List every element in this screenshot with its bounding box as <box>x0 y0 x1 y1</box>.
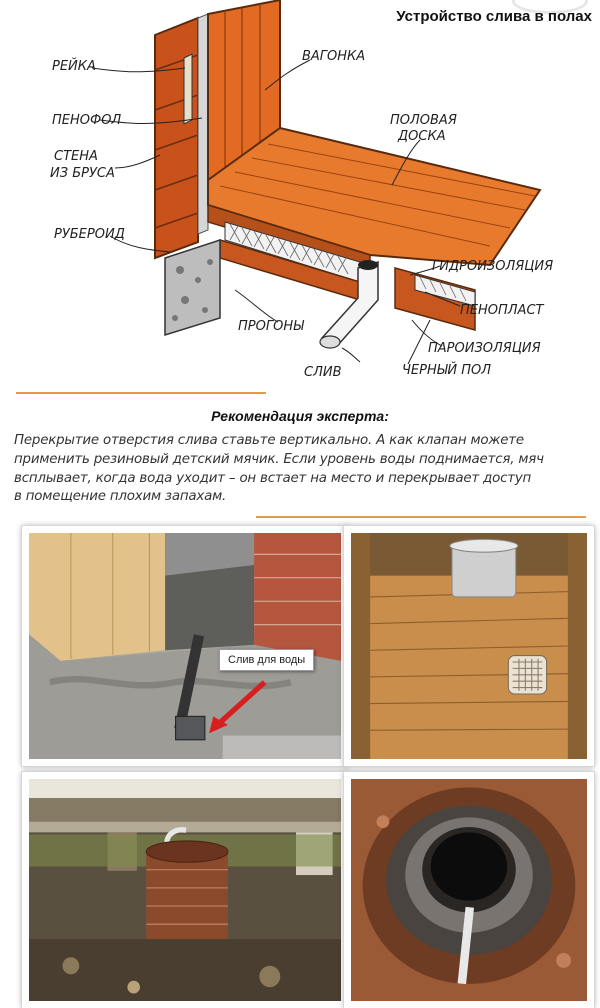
diagram-drawing <box>20 0 580 385</box>
foundation <box>165 240 220 335</box>
photo-concrete-floor-drain <box>22 526 348 766</box>
label-polovaya-2: ДОСКА <box>398 129 446 144</box>
photo-wooden-floor-grate <box>344 526 594 766</box>
penofol-layer <box>198 14 208 234</box>
divider-bottom <box>256 516 586 518</box>
expert-tip-heading: Рекомендация эксперта: <box>211 408 389 424</box>
photo-3-image <box>29 779 341 1001</box>
label-vagonka: ВАГОНКА <box>302 49 366 64</box>
batten <box>184 54 192 124</box>
tip-line-2: применить резиновый детский мячик. Если уровень воды поднимается, мяч <box>14 451 544 467</box>
divider-top <box>16 392 266 394</box>
tip-line-4: в помещение плохим запахам. <box>14 489 227 505</box>
label-paroizolyaciya: ПАРОИЗОЛЯЦИЯ <box>428 341 541 356</box>
photo-drain-well-top <box>344 772 594 1008</box>
drain-callout: Слив для воды <box>219 649 314 671</box>
label-ruberoid: РУБЕРОИД <box>54 227 125 242</box>
label-polovaya-1: ПОЛОВАЯ <box>390 113 457 128</box>
label-gidroizolyaciya: ГИДРОИЗОЛЯЦИЯ <box>432 259 554 274</box>
label-penofol: ПЕНОФОЛ <box>52 113 122 128</box>
tip-line-3: всплывает, когда вода уходит – он встает на место и перекрывает доступ <box>14 470 532 486</box>
label-progony: ПРОГОНЫ <box>238 319 304 334</box>
label-reika: РЕЙКА <box>52 59 96 74</box>
label-sliv: СЛИВ <box>304 365 342 380</box>
expert-tip-text <box>14 432 579 507</box>
label-penoplast: ПЕНОПЛАСТ <box>460 303 544 318</box>
tip-line-1: Перекрытие отверстия слива ставьте вертикально. А как клапан можете <box>14 433 524 448</box>
label-stena-2: ИЗ БРУСА <box>50 166 115 181</box>
photo-crawlspace-brick-well <box>22 772 348 1008</box>
page-title: Устройство слива в полах <box>396 8 592 25</box>
floor-drain-diagram <box>20 0 580 385</box>
photo-1-image <box>29 533 341 759</box>
label-stena-1: СТЕНА <box>54 149 98 164</box>
photo-2-image <box>351 533 587 759</box>
photo-4-image <box>351 779 587 1001</box>
label-cherny-pol: ЧЕРНЫЙ ПОЛ <box>402 363 492 378</box>
